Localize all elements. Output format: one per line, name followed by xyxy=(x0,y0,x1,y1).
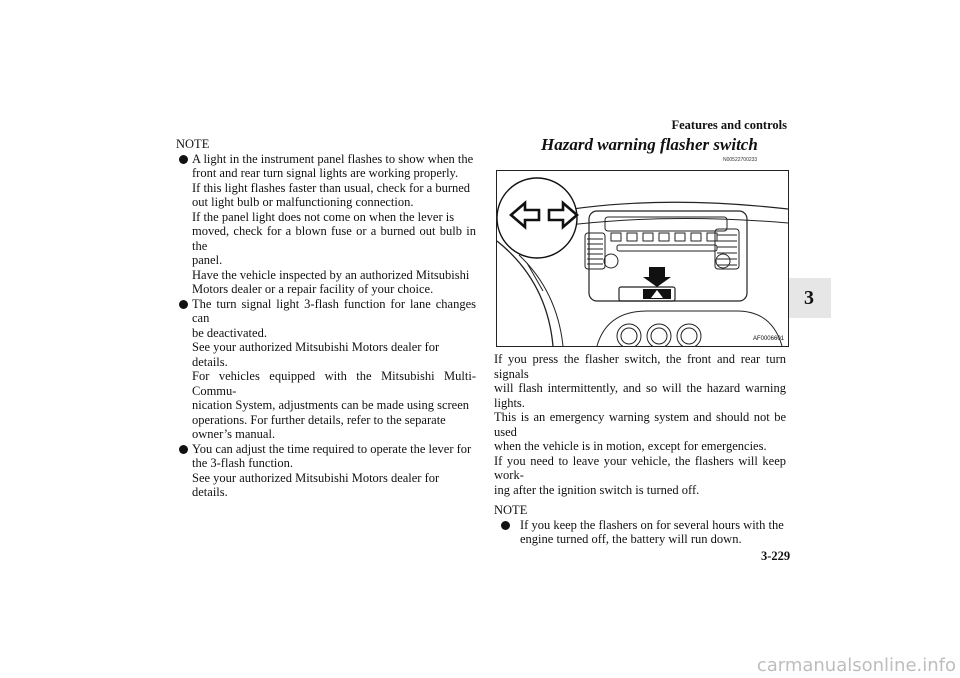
text-line: You can adjust the time required to operate the lever for xyxy=(192,441,472,456)
text-line: If you need to leave your vehicle, the flashers will keep work- xyxy=(494,453,786,482)
text-line: Have the vehicle inspected by an authorized Mitsubishi xyxy=(192,267,470,282)
text-line: moved, check for a blown fuse or a burned out bulb in the xyxy=(192,224,476,253)
text-line: See your authorized Mitsubishi Motors dealer for details. xyxy=(192,340,440,369)
note-bullet-item xyxy=(176,442,476,500)
text-line: will flash intermittently, and so will the hazard warning lights. xyxy=(494,381,786,410)
text-line: ing after the ignition switch is turned off. xyxy=(494,482,700,497)
figure-code: AF0006601 xyxy=(752,336,784,342)
note-title: NOTE xyxy=(494,503,528,517)
watermark: carmanualsonline.info xyxy=(756,655,956,676)
running-header: Features and controls xyxy=(671,118,787,132)
note-bullet-list xyxy=(176,152,476,500)
left-column xyxy=(176,137,476,500)
note-title: NOTE xyxy=(176,137,210,151)
text-line: front and rear turn signal lights are working properly. xyxy=(192,166,459,180)
text-line: See your authorized Mitsubishi Motors dealer for details. xyxy=(192,470,440,499)
text-line: For vehicles equipped with the Mitsubishi Multi-Commu- xyxy=(192,369,476,398)
text-line: If this light flashes faster than usual, check for a burned xyxy=(192,180,471,195)
text-line: engine turned off, the battery will run down. xyxy=(520,532,742,546)
text-line: If the panel light does not come on when the lever is xyxy=(192,209,455,224)
text-line: nication System, adjustments can be made using screen xyxy=(192,398,470,412)
section-title: Hazard warning flasher switch xyxy=(541,135,758,154)
section-code: N00522700233 xyxy=(723,157,758,163)
text-line: owner’s manual. xyxy=(192,427,276,441)
text-line: be deactivated. xyxy=(192,325,267,340)
text-line: when the vehicle is in motion, except for emergencies. xyxy=(494,439,767,453)
air-vent xyxy=(585,233,605,269)
text-line: If you press the flasher switch, the front and rear turn signals xyxy=(494,352,786,381)
text-line: Motors dealer or a repair facility of your choice. xyxy=(192,282,434,296)
dashboard-drawing xyxy=(497,171,788,346)
right-column xyxy=(494,352,786,547)
text-line: out light bulb or malfunctioning connection. xyxy=(192,195,414,209)
text-line: This is an emergency warning system and should not be used xyxy=(494,410,786,439)
text-line: The turn signal light 3-flash function for lane changes can xyxy=(192,296,476,325)
note-bullet-item xyxy=(176,297,476,442)
text-line: A light in the instrument panel flashes to show when the xyxy=(192,151,474,166)
chapter-tab: 3 xyxy=(787,278,831,318)
text-line: operations. For further details, refer to the separate xyxy=(192,412,446,427)
note-block xyxy=(494,503,786,547)
hazard-switch-illustration xyxy=(496,170,789,347)
page-number: 3-229 xyxy=(761,549,791,563)
note-bullet-item xyxy=(176,152,476,297)
text-line: the 3-flash function. xyxy=(192,456,294,470)
text-line: panel. xyxy=(192,253,223,267)
note-bullet-item xyxy=(498,518,786,547)
note-bullet-list xyxy=(494,518,786,547)
section-body xyxy=(494,352,786,497)
turn-signal-indicator-magnified xyxy=(497,178,577,258)
air-vent xyxy=(715,229,739,269)
text-line: If you keep the flashers on for several hours with the xyxy=(520,517,784,532)
